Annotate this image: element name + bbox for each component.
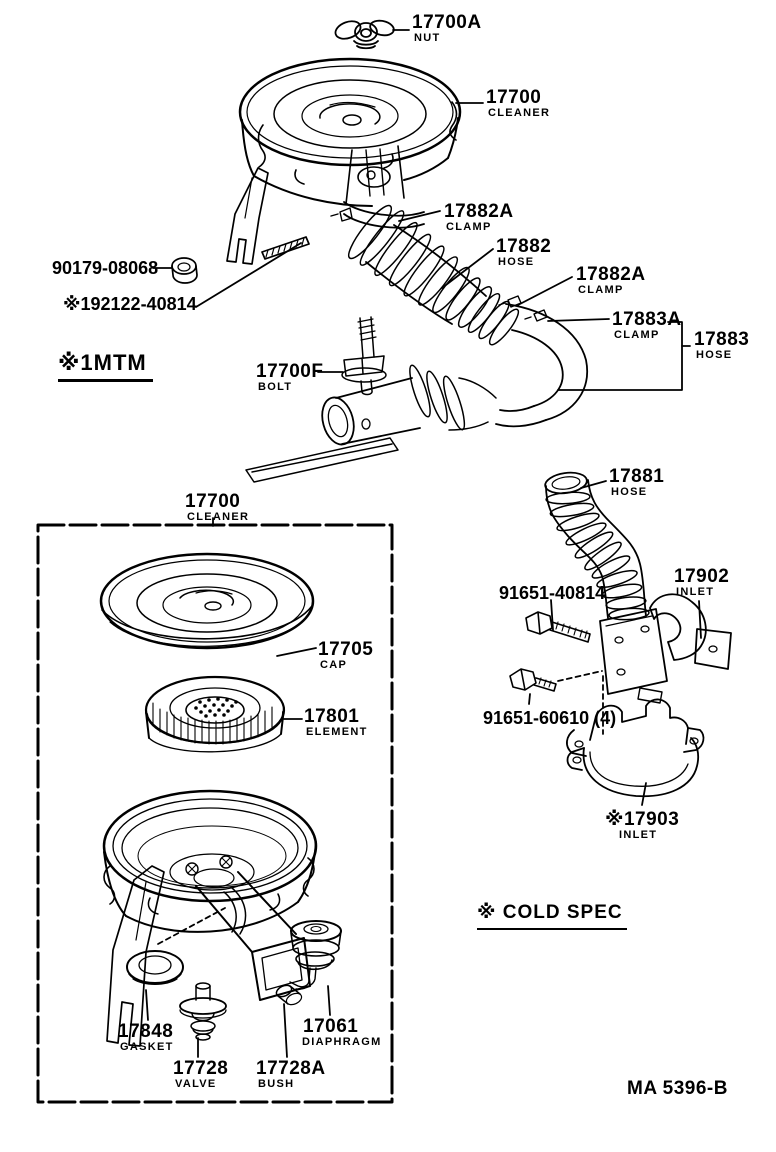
label-17700-cleaner [486, 88, 550, 121]
label-17728a-bush [256, 1059, 326, 1092]
element-mesh-dots [194, 697, 238, 718]
part-name: BUSH [258, 1078, 295, 1090]
cap-17705-drawing [101, 554, 313, 648]
part-name: CLEANER [488, 107, 551, 119]
air-cleaner-top-drawing [240, 59, 460, 228]
part-number: 17728A [256, 1058, 326, 1079]
label-90179-08068 [52, 259, 158, 277]
part-name: ELEMENT [306, 726, 368, 738]
part-number: 17882 [496, 236, 552, 257]
part-number: 17700 [185, 491, 241, 512]
part-number: ※17903 [605, 809, 680, 830]
label-17882a-clamp-mid [576, 265, 646, 298]
label-91651-60610 [483, 709, 616, 727]
label-17700f-bolt [256, 362, 323, 395]
element-17801-drawing [146, 677, 284, 752]
diaphragm-17061-drawing [290, 921, 341, 989]
part-name: CLAMP [578, 284, 624, 296]
part-number: 90179-08068 [52, 258, 159, 278]
part-name: HOSE [696, 349, 733, 361]
label-17882a-clamp-upper [444, 202, 514, 235]
part-number: 17902 [674, 566, 730, 587]
part-number: 17883A [612, 309, 682, 330]
part-number: 17883 [694, 329, 750, 350]
part-number: 17700 [486, 87, 542, 108]
drawing-code: MA 5396-B [627, 1078, 728, 1099]
part-name: CLAMP [446, 221, 492, 233]
part-number: 17882A [444, 201, 514, 222]
bolt-17700f-drawing [342, 317, 386, 395]
part-number: 17700F [256, 361, 324, 382]
label-17883a-clamp [612, 310, 682, 343]
part-number: 17728 [173, 1058, 229, 1079]
label-17700a-nut [412, 13, 482, 46]
label-17903-inlet [605, 810, 679, 843]
label-92122-40814 [63, 295, 197, 313]
part-number: 17801 [304, 706, 360, 727]
part-name: GASKET [120, 1041, 174, 1053]
part-name: CLAMP [614, 329, 660, 341]
footnote-cold-spec: ※ COLD SPEC [477, 903, 627, 930]
label-17801-element [304, 707, 368, 740]
part-name: CLEANER [187, 511, 250, 523]
label-17700-cleaner-box [185, 492, 249, 525]
part-name: INLET [619, 829, 658, 841]
footnote-mtm: ※1MTM [58, 352, 153, 382]
part-name: BOLT [258, 381, 293, 393]
label-91651-40814 [499, 584, 605, 602]
gasket-17848-drawing [127, 951, 183, 984]
bolt-91651-60610-drawing [510, 669, 556, 691]
inlet-17902-drawing [600, 594, 731, 703]
part-number: 17061 [303, 1016, 359, 1037]
part-number: 17700A [412, 12, 482, 33]
part-name: DIAPHRAGM [302, 1036, 382, 1048]
bolt-91651-40814-drawing [526, 612, 590, 642]
label-17882-hose [496, 237, 551, 270]
part-name: INLET [676, 586, 715, 598]
label-17705-cap [318, 640, 373, 673]
part-name: HOSE [611, 486, 648, 498]
bracket-and-fasteners-drawing [172, 168, 309, 283]
part-number: 91651-60610 (4) [483, 708, 617, 728]
part-number: 17848 [118, 1021, 174, 1042]
wing-nut-drawing [333, 18, 395, 48]
part-name: CAP [320, 659, 348, 671]
label-17902-inlet [674, 567, 729, 600]
valve-17728-drawing [180, 983, 226, 1040]
part-number: 17705 [318, 639, 374, 660]
part-number: 17881 [609, 466, 665, 487]
label-17883-hose [694, 330, 749, 363]
part-name: HOSE [498, 256, 535, 268]
label-17848-gasket [118, 1022, 174, 1055]
part-name: NUT [414, 32, 441, 44]
part-name: VALVE [175, 1078, 217, 1090]
part-number: ※192122-40814 [63, 294, 197, 314]
label-17881-hose [609, 467, 664, 500]
label-17061-diaphragm [300, 1017, 382, 1050]
label-17728-valve [173, 1059, 228, 1092]
part-number: 91651-40814 [499, 583, 606, 603]
part-number: 17882A [576, 264, 646, 285]
